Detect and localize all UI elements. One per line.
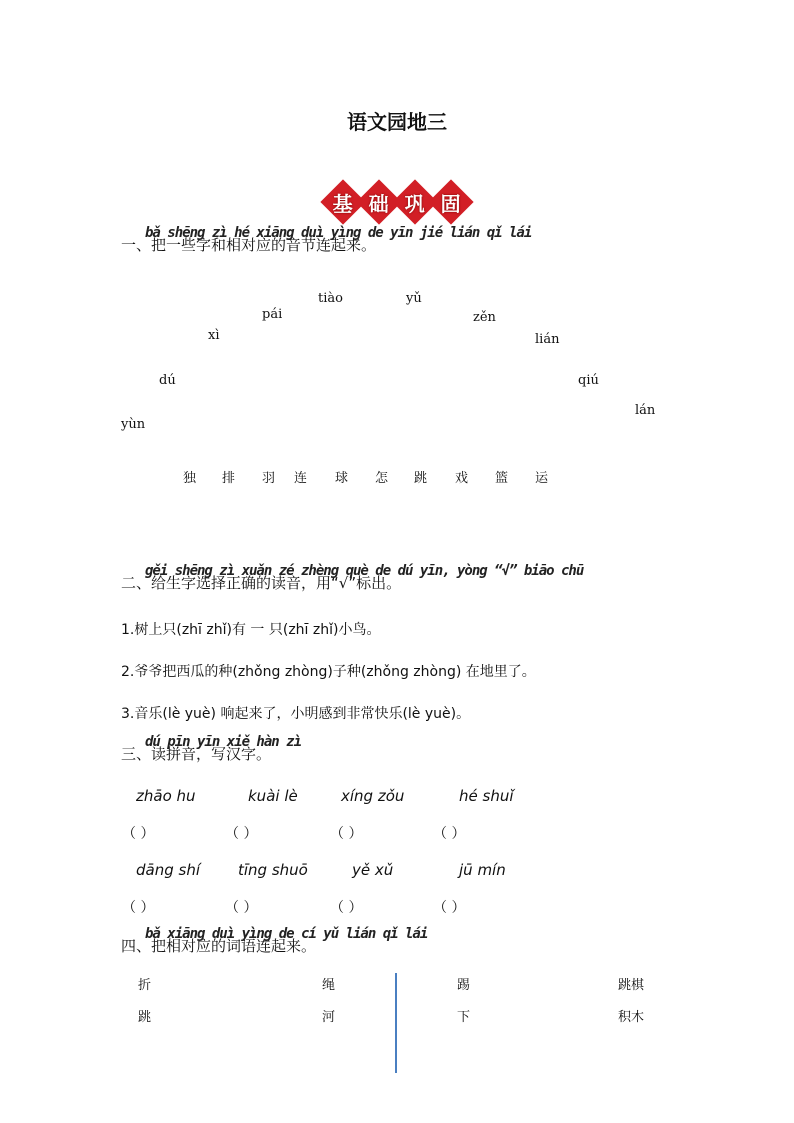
page-title: 语文园地三 — [347, 110, 447, 134]
char-lan[interactable]: 篮 — [495, 471, 509, 486]
q3-heading — [121, 734, 302, 764]
q1-heading-text: 一、把一些字和相对应的音节连起来。 — [121, 236, 377, 254]
q1-pinyin-overlay: bǎ shēng zì hé xiāng duì yìng de yīn jié lián qǐ lái — [145, 225, 532, 241]
q4-word-left-b[interactable]: 河 — [322, 1010, 336, 1025]
q1-heading — [121, 225, 532, 255]
syllable-lan[interactable]: lán — [635, 403, 656, 418]
char-qiu[interactable]: 球 — [335, 471, 349, 486]
banner-tile — [428, 179, 473, 224]
section-banner — [0, 186, 794, 218]
q4-word-right-b[interactable]: 跳棋 — [618, 978, 645, 993]
q2-item-2[interactable]: 2.爷爷把西瓜的种(zhǒng zhòng)子种(zhǒng zhòng) 在地里了。 — [121, 664, 536, 680]
syllable-lian[interactable]: lián — [535, 332, 560, 347]
q4-word-right-a[interactable]: 下 — [457, 1010, 471, 1025]
q3-pinyin: yě xǔ — [352, 861, 394, 879]
q2-heading — [121, 563, 584, 593]
char-pai[interactable]: 排 — [222, 471, 236, 486]
q3-pinyin: dāng shí — [136, 861, 200, 879]
column-divider — [395, 973, 397, 1073]
char-yun[interactable]: 运 — [535, 471, 549, 486]
q4-word-left-b[interactable]: 绳 — [322, 978, 336, 993]
syllable-du[interactable]: dú — [159, 373, 176, 388]
q2-item-3[interactable]: 3.音乐(lè yuè) 响起来了，小明感到非常快乐(lè yuè)。 — [121, 706, 471, 722]
syllable-zen[interactable]: zěn — [473, 310, 496, 325]
char-du[interactable]: 独 — [183, 471, 197, 486]
answer-blank[interactable]: （ ） — [225, 826, 258, 842]
answer-blank[interactable]: （ ） — [122, 826, 155, 842]
banner-char: 础 — [369, 191, 389, 216]
answer-blank[interactable]: （ ） — [330, 900, 363, 916]
syllable-yun[interactable]: yùn — [121, 417, 146, 432]
syllable-pai[interactable]: pái — [262, 307, 283, 322]
q4-word-right-b[interactable]: 积木 — [618, 1010, 645, 1025]
answer-blank[interactable]: （ ） — [122, 900, 155, 916]
q3-pinyin: hé shuǐ — [459, 787, 514, 805]
syllable-tiao[interactable]: tiào — [318, 291, 343, 306]
char-tiao[interactable]: 跳 — [414, 471, 428, 486]
q4-pinyin-overlay: bǎ xiāng duì yìng de cí yǔ lián qǐ lái — [145, 926, 428, 942]
char-lian[interactable]: 连 — [294, 471, 308, 486]
answer-blank[interactable]: （ ） — [330, 826, 363, 842]
syllable-xi[interactable]: xì — [208, 328, 220, 343]
char-zen[interactable]: 怎 — [375, 471, 389, 486]
q3-pinyin: tīng shuō — [238, 861, 308, 879]
q3-pinyin: kuài lè — [248, 787, 298, 805]
banner-char: 固 — [441, 191, 461, 216]
syllable-yu[interactable]: yǔ — [406, 291, 422, 306]
answer-blank[interactable]: （ ） — [433, 900, 466, 916]
q3-heading-text: 三、读拼音，写汉字。 — [121, 745, 272, 763]
char-xi[interactable]: 戏 — [455, 471, 469, 486]
banner-char: 巩 — [405, 191, 425, 216]
q4-word-right-a[interactable]: 踢 — [457, 978, 471, 993]
q4-heading-text: 四、把相对应的词语连起来。 — [121, 937, 317, 955]
q4-heading — [121, 926, 428, 956]
q3-pinyin-overlay: dú pīn yīn xiě hàn zì — [145, 734, 302, 750]
q2-heading-text: 二、给生字选择正确的读音，用“√”标出。 — [121, 574, 402, 592]
answer-blank[interactable]: （ ） — [225, 900, 258, 916]
q3-pinyin: zhāo hu — [136, 787, 196, 805]
banner-char: 基 — [333, 191, 353, 216]
q3-pinyin: jū mín — [459, 861, 506, 879]
char-yu[interactable]: 羽 — [262, 471, 276, 486]
q2-pinyin-overlay: gěi shēng zì xuǎn zé zhèng què de dú yīn, yòng “√” biāo chū — [145, 563, 584, 579]
q2-item-1[interactable]: 1.树上只(zhī zhǐ)有 一 只(zhī zhǐ)小鸟。 — [121, 622, 381, 638]
syllable-qiu[interactable]: qiú — [578, 373, 599, 388]
answer-blank[interactable]: （ ） — [433, 826, 466, 842]
q4-word-left-a[interactable]: 跳 — [138, 1010, 152, 1025]
q4-word-left-a[interactable]: 折 — [138, 978, 152, 993]
q3-pinyin: xíng zǒu — [341, 787, 405, 805]
